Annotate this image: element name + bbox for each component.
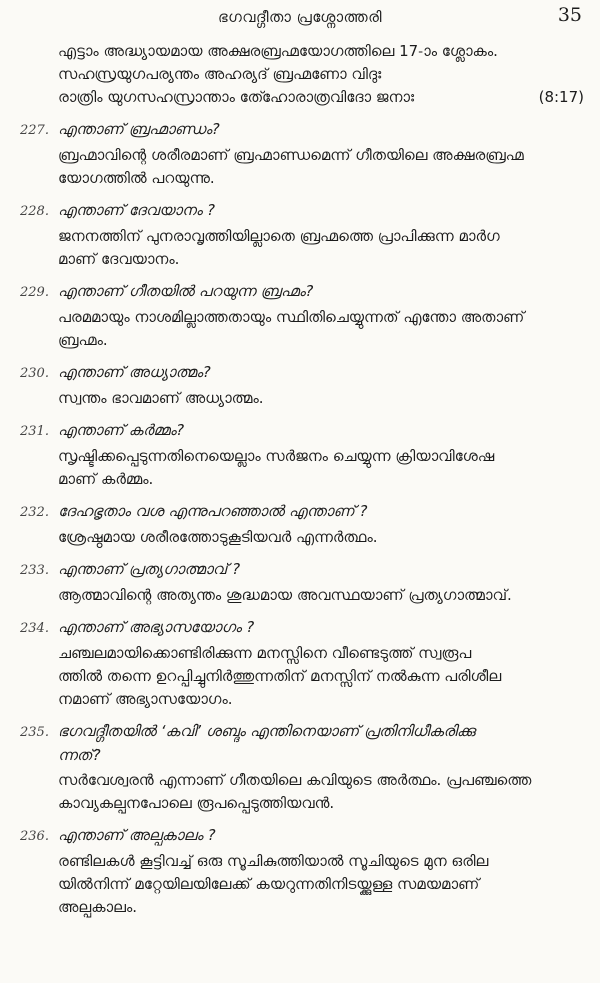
answer-line: രണ്ടിലകൾ കൂട്ടിവച്ച് ഒരു സൂചികുത്തിയാൽ സൂചിയുടെ മുന ഒരില <box>58 852 489 870</box>
answer-line: ത്തിൽ തന്നെ ഉറപ്പിച്ചുനിർത്തുന്നതിന് മനസ്സിന് നൽകുന്ന പരിശീല <box>58 667 502 685</box>
question-line <box>20 361 590 385</box>
intro-block <box>20 40 590 109</box>
answer-line: അല്പകാലം. <box>58 898 138 916</box>
question-number: 231. <box>20 424 49 439</box>
question-text: എന്താണ് ഗീതയിൽ പറയുന്ന ബ്രഹ്മം? <box>58 282 314 300</box>
answer-line: സ്വന്തം ഭാവമാണ് അധ്യാത്മം. <box>58 389 264 407</box>
qa-list <box>20 118 590 919</box>
question-line <box>20 824 590 848</box>
question-line <box>20 720 590 744</box>
qa-item <box>20 500 590 549</box>
verse-line-2 <box>58 86 590 109</box>
question-line <box>20 280 590 304</box>
question-line <box>20 118 590 142</box>
answer-line: പരമമായും നാശമില്ലാത്തതായും സ്ഥിതിചെയ്യുന്നത് എന്തോ അതാണ് <box>58 308 525 326</box>
page-content <box>20 40 590 919</box>
verse-text: രാത്രിം യുഗസഹസ്രാന്താം തേ്ഹോരാത്രവിദോ ജനാഃ <box>58 88 415 106</box>
qa-item <box>20 280 590 352</box>
page-header <box>0 0 600 40</box>
answer-line: നമാണ് അഭ്യാസയോഗം. <box>58 690 233 708</box>
question-number: 234. <box>20 621 49 636</box>
answer-line: സൃഷ്ടിക്കപ്പെടുന്നതിനെയെല്ലാം സർജനം ചെയ്യുന്ന ക്രിയാവിശേഷ <box>58 447 495 465</box>
answer-line: ആത്മാവിന്റെ അത്യന്തം ശുദ്ധമായ അവസ്ഥയാണ് പ്രത്യഗാത്മാവ്. <box>58 586 512 604</box>
answer-line: ബ്രഹ്മം. <box>58 331 108 349</box>
qa-item <box>20 824 590 919</box>
answer-line: മാണ് ദേവയാനം. <box>58 250 180 268</box>
question-text: എന്താണ് അധ്യാത്മം? <box>58 363 211 381</box>
question-line <box>20 744 590 767</box>
question-number: 227. <box>20 123 49 138</box>
verse-line-1: സഹസ്രയുഗപര്യന്തം അഹര്യദ് ബ്രഹ്മണോ വിദുഃ <box>58 65 382 83</box>
question-text: എന്താണ് ദേവയാനം ? <box>58 201 215 219</box>
verse-reference: (8:17) <box>538 88 584 106</box>
question-text: ദേഹഭൃതാം വശ എന്നുപറഞ്ഞാൽ എന്താണ് ? <box>58 502 368 520</box>
question-line <box>20 199 590 223</box>
qa-item <box>20 558 590 607</box>
intro-line: എട്ടാം അദ്ധ്യായമായ അക്ഷരബ്രഹ്മയോഗത്തിലെ 17-ാം ശ്ലോകം. <box>58 42 498 60</box>
question-text: എന്താണ് അല്പകാലം ? <box>58 826 216 844</box>
answer-line: ജനനത്തിന് പുനരാവൃത്തിയില്ലാതെ ബ്രഹ്മത്തെ പ്രാപിക്കുന്ന മാർഗ <box>58 227 500 245</box>
answer-line: ശ്രേഷ്ഠമായ ശരീരത്തോടുകൂടിയവർ എന്നർത്ഥം. <box>58 528 378 546</box>
question-number: 235. <box>20 725 49 740</box>
answer-line: സർവേശ്വരൻ എന്നാണ് ഗീതയിലെ കവിയുടെ അർത്ഥം. പ്രപഞ്ചത്തെ <box>58 771 532 789</box>
qa-item <box>20 419 590 491</box>
answer-line: യോഗത്തിൽ പറയുന്നു. <box>58 169 215 187</box>
page-number: 35 <box>557 4 582 26</box>
question-number: 233. <box>20 563 49 578</box>
question-line <box>20 500 590 524</box>
question-line <box>20 616 590 640</box>
question-number: 232. <box>20 505 49 520</box>
question-text: എന്താണ് അഭ്യാസയോഗം ? <box>58 618 255 636</box>
question-number: 228. <box>20 204 49 219</box>
question-line <box>20 419 590 443</box>
qa-item <box>20 118 590 190</box>
question-text: എന്താണ് പ്രത്യഗാത്മാവ് ? <box>58 560 241 578</box>
qa-item <box>20 361 590 410</box>
question-number: 236. <box>20 829 49 844</box>
question-text: എന്താണ് കർമ്മം? <box>58 421 185 439</box>
question-text: ന്നത്? <box>58 746 101 764</box>
qa-item <box>20 616 590 711</box>
answer-line: യിൽനിന്ന് മറ്റേയിലയിലേക്ക് കയറുന്നതിനിടയ്ക്കുള്ള സമയമാണ് <box>58 875 480 893</box>
answer-line: ബ്രഹ്മാവിന്റെ ശരീരമാണ് ബ്രഹ്മാണ്ഡമെന്ന് ഗീതയിലെ അക്ഷരബ്രഹ്മ <box>58 146 524 164</box>
question-text: എന്താണ് ബ്രഹ്മാണ്ഡം? <box>58 120 220 138</box>
answer-line: കാവ്യകല്പനപോലെ രൂപപ്പെടുത്തിയവൻ. <box>58 794 335 812</box>
qa-item <box>20 720 590 815</box>
qa-item <box>20 199 590 271</box>
answer-line: മാണ് കർമ്മം. <box>58 470 154 488</box>
running-title: ഭഗവദ്ഗീതാ പ്രശ്നോത്തരി <box>217 8 382 26</box>
answer-line: ചഞ്ചലമായിക്കൊണ്ടിരിക്കുന്ന മനസ്സിനെ വീണ്ടെടുത്ത് സ്വരൂപ <box>58 644 472 662</box>
question-number: 229. <box>20 285 49 300</box>
question-number: 230. <box>20 366 49 381</box>
question-text: ഭഗവദ്ഗീതയിൽ ‘കവി’ ശബ്ദം എന്തിനെയാണ് പ്രതിനിധീകരിക്കു <box>58 722 476 740</box>
question-line <box>20 558 590 582</box>
